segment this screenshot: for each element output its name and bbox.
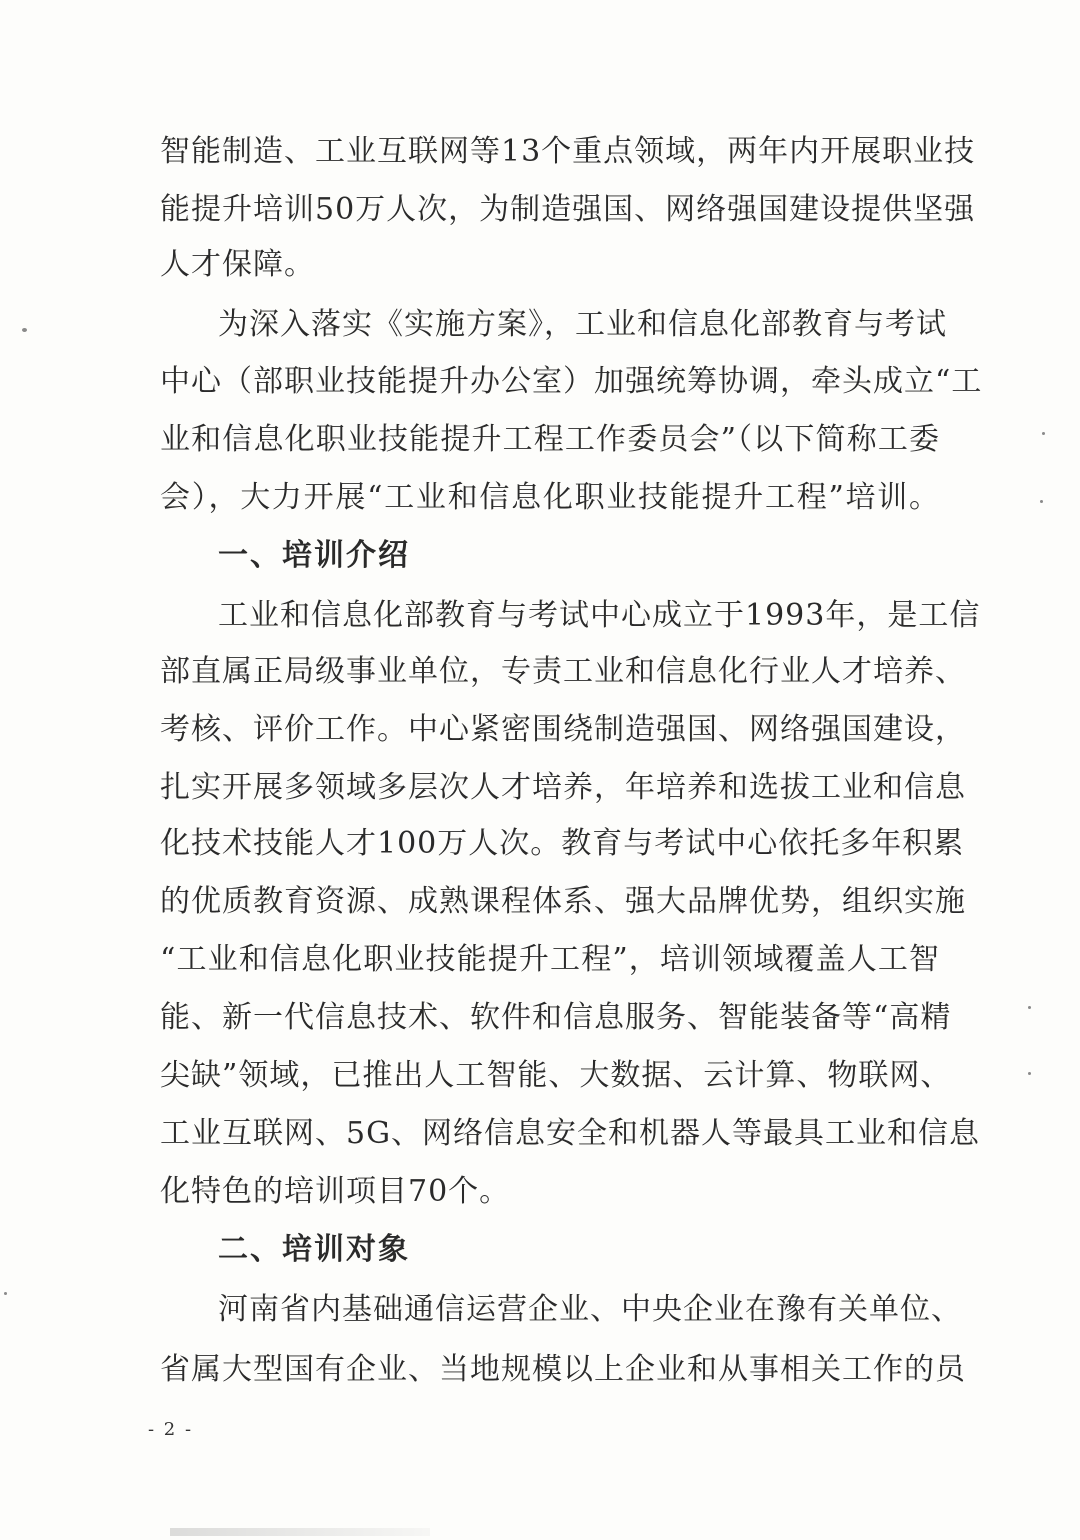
scan-speck <box>4 1292 7 1295</box>
paragraph-line: 会），大力开展“工业和信息化职业技能提升工程”培训。 <box>160 480 940 515</box>
paragraph-line: 能提升培训50万人次，为制造强国、网络强国建设提供坚强 <box>160 192 976 227</box>
scan-speck <box>1028 1072 1031 1075</box>
section-heading: 二、培训对象 <box>218 1232 410 1267</box>
paragraph-line: 化特色的培训项目70个。 <box>160 1174 511 1209</box>
section-heading: 一、培训介绍 <box>218 538 410 573</box>
scan-smudge <box>170 1528 430 1536</box>
paragraph-line: 省属大型国有企业、当地规模以上企业和从事相关工作的员 <box>160 1352 966 1387</box>
paragraph-line: 智能制造、工业互联网等13个重点领域，两年内开展职业技 <box>160 134 976 169</box>
paragraph-line: 尖缺”领域，已推出人工智能、大数据、云计算、物联网、 <box>160 1058 952 1093</box>
paragraph-line: 考核、评价工作。中心紧密围绕制造强国、网络强国建设， <box>160 712 966 747</box>
paragraph-line: 河南省内基础通信运营企业、中央企业在豫有关单位、 <box>218 1292 962 1327</box>
paragraph-line: 业和信息化职业技能提升工程工作委员会”（以下简称工委 <box>160 422 940 457</box>
paragraph-line: 为深入落实《实施方案》，工业和信息化部教育与考试 <box>218 307 947 342</box>
paragraph-line: 化技术技能人才100万人次。教育与考试中心依托多年积累 <box>160 826 965 861</box>
scan-speck <box>1028 1006 1031 1009</box>
scan-speck <box>1042 432 1045 435</box>
paragraph-line: 工业和信息化部教育与考试中心成立于1993年，是工信 <box>218 598 981 633</box>
page-number: - 2 - <box>148 1419 194 1440</box>
paragraph-line: 的优质教育资源、成熟课程体系、强大品牌优势，组织实施 <box>160 884 966 919</box>
paragraph-line: 人才保障。 <box>160 247 315 282</box>
paragraph-line: 能、新一代信息技术、软件和信息服务、智能装备等“高精 <box>160 1000 952 1035</box>
scan-speck <box>22 328 27 332</box>
paragraph-line: 中心（部职业技能提升办公室）加强统筹协调，牵头成立“工 <box>160 364 983 399</box>
scan-speck <box>1040 500 1043 503</box>
paragraph-line: 部直属正局级事业单位，专责工业和信息化行业人才培养、 <box>160 654 966 689</box>
paragraph-line: 工业互联网、5G、网络信息安全和机器人等最具工业和信息 <box>160 1116 981 1151</box>
paragraph-line: “工业和信息化职业技能提升工程”，培训领域覆盖人工智 <box>160 942 940 977</box>
paragraph-line: 扎实开展多领域多层次人才培养，年培养和选拔工业和信息 <box>160 770 966 805</box>
